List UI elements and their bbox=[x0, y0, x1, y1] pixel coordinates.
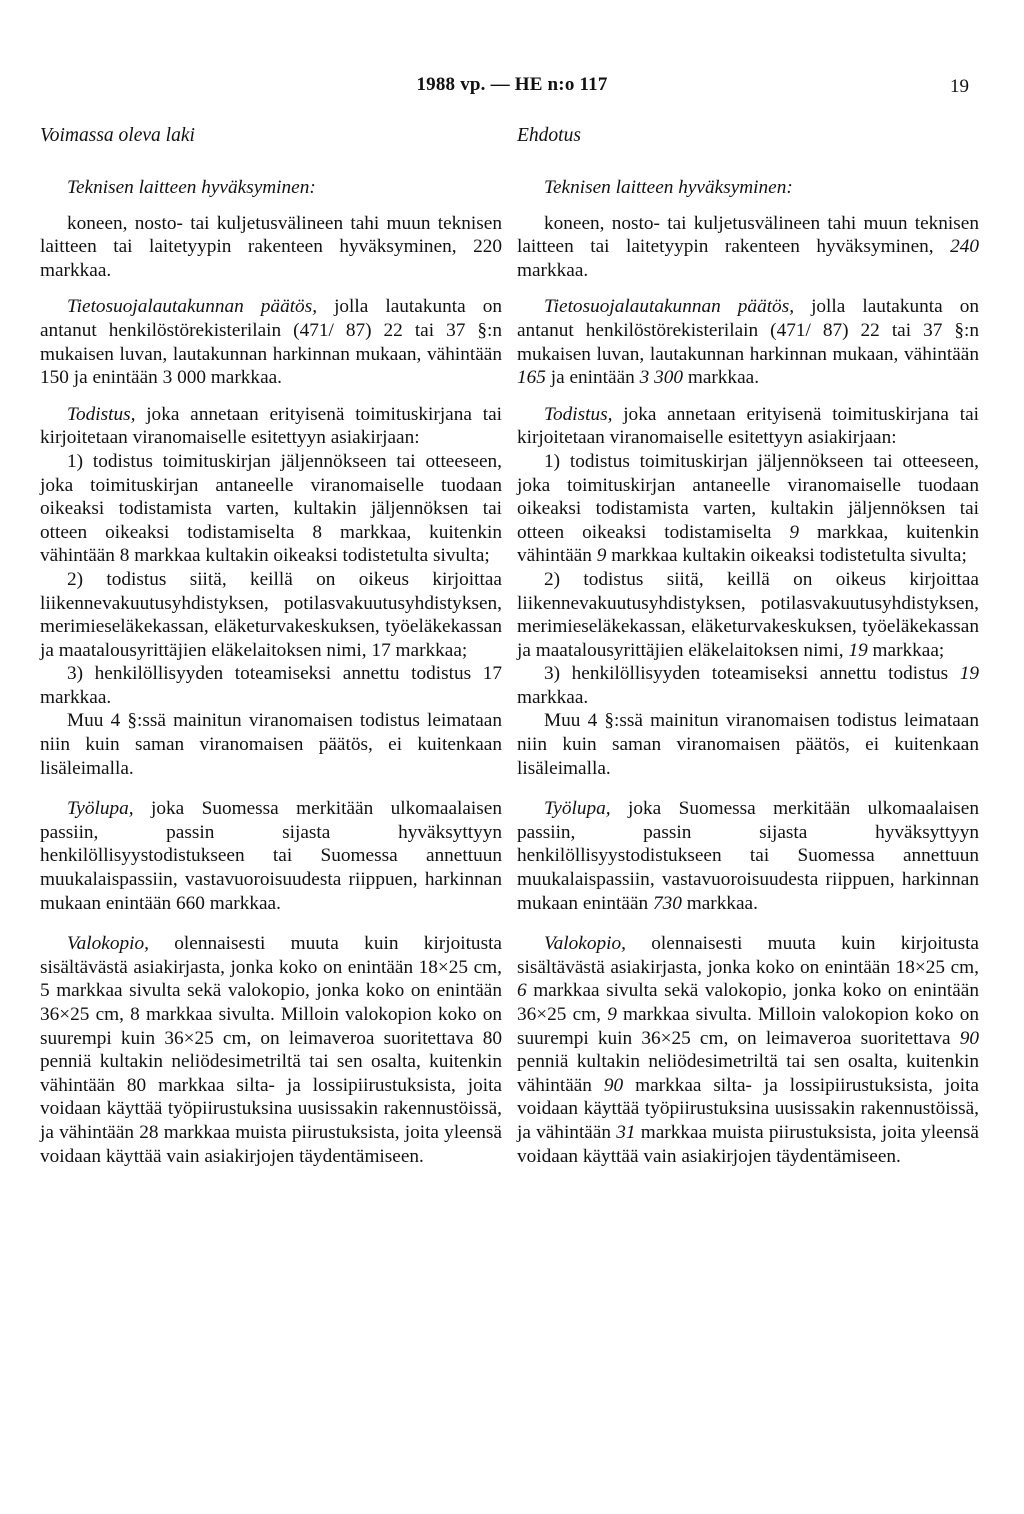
list-item-1: 1) todistus toimituskirjan jäljennökseen tai otteeseen, joka toimituskirjan antaneelle viranomaiselle tuodaan oikeaksi todistamista varten, kultakin jäljennöksen tai otteen oikeaksi todistamiselta 8 markkaa, kuitenkin vähintään 8 markkaa kultakin oikeaksi todistetulta sivulta; bbox=[40, 450, 502, 567]
changed-amount: 240 bbox=[950, 236, 979, 258]
running-head: 1988 vp. — HE n:o 117 bbox=[416, 74, 608, 95]
changed-amount: 19 bbox=[959, 663, 979, 685]
paragraph-other-certificate: Muu 4 §:ssä mainitun viranomaisen todistus leimataan niin kuin saman viranomaisen päätös, ei kuitenkaan lisäleimalla. bbox=[40, 710, 502, 779]
list-item-2: 2) todistus siitä, keillä on oikeus kirjoittaa liikennevakuutusyhdistyksen, potilasvakuutusyhdistyksen, merimieseläkekassan, eläketurvakeskuksen, työeläkekassan ja maatalousyrittäjien eläkelaitoksen nimi, 19 markkaa; bbox=[517, 568, 979, 661]
column-title-current-law: Voimassa oleva laki bbox=[40, 125, 195, 146]
changed-amount: 730 bbox=[653, 892, 682, 914]
changed-amount: 6 bbox=[517, 980, 527, 1002]
section-title: Teknisen laitteen hyväksyminen: bbox=[67, 177, 316, 198]
paragraph-photocopy: Valokopio, olennaisesti muuta kuin kirjoitusta sisältävästä asiakirjasta, jonka koko on enintään 18×25 cm, 6 markkaa sivulta sekä valokopio, jonka koko on enintään 36×25 cm, 9 markkaa sivulta. Milloin valokopion koko on suurempi kuin 36×25 cm, on leimaveroa suoritettava 90 penniä kultakin neliödesimetriltä tai sen osalta, kuitenkin vähintään 90 markkaa silta- ja lossipiirustuksista, joita voidaan käyttää työpiirustuksina uusissakin rakennustöissä, ja vähintään 31 markkaa muista piirustuksista, joita yleensä voidaan käyttää vain asiakirjojen täydentämiseen. bbox=[517, 933, 980, 1167]
term: Valokopio, bbox=[544, 933, 626, 955]
term: Työlupa, bbox=[544, 798, 611, 820]
paragraph-work-permit: Työlupa, joka Suomessa merkitään ulkomaalaisen passiin, passin sijasta hyväksyttyyn henkilöllisyystodistukseen tai Suomessa annettuun muukalaispassiin, vastavuoroisuudesta riippuen, harkinnan mukaan enintään 660 markkaa. bbox=[40, 798, 502, 914]
column-proposal bbox=[517, 124, 979, 1168]
paragraph-data-protection-board: Tietosuojalautakunnan päätös, jolla lautakunta on antanut henkilöstörekisterilain (471/ 87) 22 tai 37 §:n mukaisen luvan, lautakunnan harkinnan mukaan, vähintään 150 ja enintään 3 000 markkaa. bbox=[40, 296, 502, 389]
paragraph-certificate: Todistus, joka annetaan erityisenä toimituskirjana tai kirjoitetaan viranomaiselle esitettyyn asiakirjaan: bbox=[40, 403, 502, 449]
changed-amount: 9 bbox=[607, 1004, 617, 1025]
paragraph-photocopy: Valokopio, olennaisesti muuta kuin kirjoitusta sisältävästä asiakirjasta, jonka koko on enintään 18×25 cm, 5 markkaa sivulta sekä valokopio, jonka koko on enintään 36×25 cm, 8 markkaa sivulta. Milloin valokopion koko on suurempi kuin 36×25 cm, on leimaveroa suoritettava 80 penniä kultakin neliödesimetriltä tai sen osalta, kuitenkin vähintään 80 markkaa silta- ja lossipiirustuksista, joita voidaan käyttää työpiirustuksina uusissakin rakennustöissä, ja vähintään 28 markkaa muista piirustuksista, joita yleensä voidaan käyttää vain asiakirjojen täydentämiseen. bbox=[40, 933, 502, 1167]
page-header bbox=[0, 74, 1024, 100]
list-item-2: 2) todistus siitä, keillä on oikeus kirjoittaa liikennevakuutusyhdistyksen, potilasvakuutusyhdistyksen, merimieseläkekassan, eläketurvakeskuksen, työeläkekassan ja maatalousyrittäjien eläkelaitoksen nimi, 17 markkaa; bbox=[40, 568, 502, 661]
term: Työlupa, bbox=[67, 798, 134, 820]
paragraph-other-certificate: Muu 4 §:ssä mainitun viranomaisen todistus leimataan niin kuin saman viranomaisen päätös, ei kuitenkaan lisäleimalla. bbox=[517, 710, 979, 779]
changed-amount: 165 bbox=[517, 367, 546, 389]
paragraph-data-protection-board: Tietosuojalautakunnan päätös, jolla lautakunta on antanut henkilöstörekisterilain (471/ 87) 22 tai 37 §:n mukaisen luvan, lautakunnan harkinnan mukaan, vähintään 165 ja enintään 3 300 markkaa. bbox=[517, 296, 979, 389]
changed-amount: 9 bbox=[789, 521, 800, 543]
changed-amount: 3 300 bbox=[639, 367, 683, 389]
changed-amount: 9 bbox=[596, 545, 607, 567]
paragraph-work-permit: Työlupa, joka Suomessa merkitään ulkomaalaisen passiin, passin sijasta hyväksyttyyn henkilöllisyystodistukseen tai Suomessa annettuun muukalaispassiin, vastavuoroisuudesta riippuen, harkinnan mukaan enintään 730 markkaa. bbox=[517, 798, 979, 914]
term: Tietosuojalautakunnan päätös, bbox=[544, 296, 795, 318]
page-number: 19 bbox=[950, 76, 969, 97]
changed-amount: 19 bbox=[848, 639, 868, 661]
changed-amount: 90 bbox=[959, 1027, 979, 1049]
paragraph-technical-approval: koneen, nosto- tai kuljetusvälineen tahi muun teknisen laitteen tai laitetyypin rakenteen hyväksyminen, 240 markkaa. bbox=[517, 212, 979, 281]
list-item-3: 3) henkilöllisyyden toteamiseksi annettu todistus 19 markkaa. bbox=[517, 663, 979, 708]
paragraph-technical-approval: koneen, nosto- tai kuljetusvälineen tahi muun teknisen laitteen tai laitetyypin rakenteen hyväksyminen, 220 markkaa. bbox=[40, 212, 502, 281]
section-title: Teknisen laitteen hyväksyminen: bbox=[544, 177, 793, 198]
list-item-1: 1) todistus toimituskirjan jäljennökseen tai otteeseen, joka toimituskirjan antaneelle viranomaiselle tuodaan oikeaksi todistamista varten, kultakin jäljennöksen tai otteen oikeaksi todistamiselta 9 markkaa, kuitenkin vähintään 9 markkaa kultakin oikeaksi todistetulta sivulta; bbox=[517, 450, 979, 567]
term: Todistus, bbox=[544, 403, 613, 425]
paragraph-certificate: Todistus, joka annetaan erityisenä toimituskirjana tai kirjoitetaan viranomaiselle esitettyyn asiakirjaan: bbox=[517, 403, 979, 449]
column-current-law bbox=[40, 124, 502, 1168]
changed-amount: 90 bbox=[603, 1074, 624, 1096]
list-item-3: 3) henkilöllisyyden toteamiseksi annettu todistus 17 markkaa. bbox=[40, 663, 502, 708]
column-title-proposal: Ehdotus bbox=[517, 125, 581, 146]
term: Todistus, bbox=[67, 403, 136, 425]
term: Tietosuojalautakunnan päätös, bbox=[67, 296, 318, 318]
term: Valokopio, bbox=[67, 933, 149, 955]
changed-amount: 31 bbox=[616, 1121, 636, 1143]
